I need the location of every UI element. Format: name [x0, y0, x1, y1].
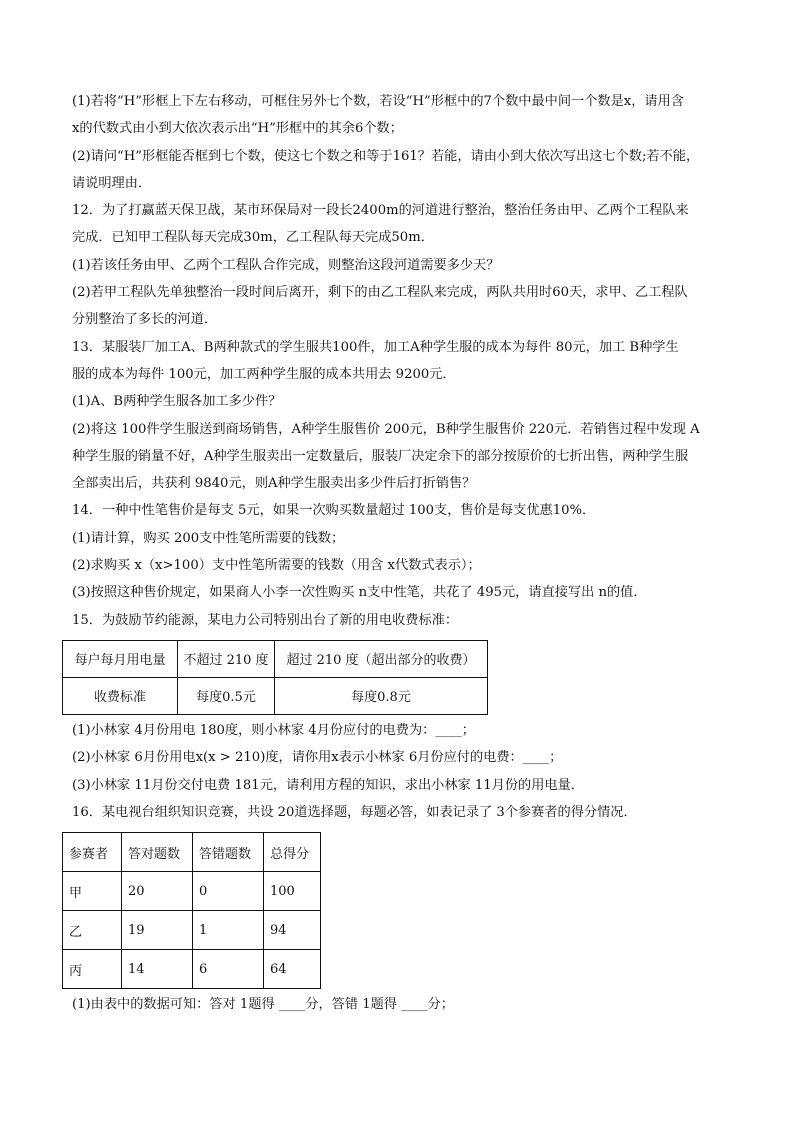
- table-cell: 每度0.5元: [178, 677, 275, 714]
- table-cell: 每户每月用电量: [63, 640, 178, 677]
- table-cell: 14: [122, 950, 193, 989]
- table-cell: 乙: [63, 911, 122, 950]
- text-line: 全部卖出后，共获利 9840元，则A种学生服卖出多少件后打折销售？: [72, 476, 476, 492]
- text-line: 请说明理由．: [72, 175, 152, 191]
- table-row: [63, 872, 321, 911]
- contest-score-table: [62, 832, 321, 989]
- table-header-cell: 答对题数: [122, 833, 193, 872]
- table-row: [63, 677, 488, 714]
- table-cell: 20: [122, 872, 193, 911]
- question-12-line: 12．为了打赢蓝天保卫战，某市环保局对一段长2400m的河道进行整治，整治任务由甲、乙两个工程队来: [72, 203, 689, 219]
- text-line: (2)求购买 x（x>100）支中性笔所需要的钱数（用含 x代数式表示）；: [72, 558, 481, 574]
- electricity-fee-table: [62, 640, 488, 715]
- table-header-cell: 参赛者: [63, 833, 122, 872]
- table-cell: 19: [122, 911, 193, 950]
- text-line: 完成．已知甲工程队每天完成30m，乙工程队每天完成50m．: [72, 230, 434, 246]
- text-line: 服的成本为每件 100元，加工两种学生服的成本共用去 9200元．: [72, 366, 456, 382]
- table-header-row: [63, 640, 488, 677]
- text-line: (3)小林家 11月份交付电费 181元，请利用方程的知识，求出小林家 11月份的用电量．: [72, 777, 584, 793]
- table-cell: 甲: [63, 872, 122, 911]
- text-line: 分别整治了多长的河道．: [72, 312, 218, 328]
- table-cell: 100: [264, 872, 321, 911]
- table-cell: 1: [193, 911, 264, 950]
- question-13-line: 13．某服装厂加工A、B两种款式的学生服共100件，加工A种学生服的成本为每件 80元，加工 B种学生: [72, 339, 679, 355]
- table-cell: 每度0.8元: [275, 677, 488, 714]
- table-cell: 超过 210 度（超出部分的收费）: [275, 640, 488, 677]
- text-line: (2)请问“H”形框能否框到七个数，使这七个数之和等于161？若能，请由小到大依次写出这七个数;若不能，: [72, 148, 700, 164]
- table-cell: 94: [264, 911, 321, 950]
- text-line: 种学生服的销量不好，A种学生服卖出一定数量后，服装厂决定余下的部分按原价的七折出售，两种学生服: [72, 448, 689, 464]
- table-header-cell: 答错题数: [193, 833, 264, 872]
- text-line: (1)请计算，购买 200支中性笔所需要的钱数；: [72, 530, 345, 546]
- table-cell: 收费标准: [63, 677, 178, 714]
- text-line: x的代数式由小到大依次表示出“H”形框中的其余6个数；: [72, 121, 403, 137]
- text-line: (3)按照这种售价规定，如果商人小李一次性购买 n支中性笔，共花了 495元，请直接写出 n的值．: [72, 585, 647, 601]
- text-line: (1)A、B两种学生服各加工多少件？: [72, 394, 282, 410]
- table-row: [63, 950, 321, 989]
- question-15-line: 15．为鼓励节约能源，某电力公司特别出台了新的用电收费标准：: [72, 612, 459, 628]
- text-line: (2)若甲工程队先单独整治一段时间后离开，剩下的由乙工程队来完成，两队共用时60天，求甲、乙工程队: [72, 285, 688, 301]
- table-cell: 64: [264, 950, 321, 989]
- text-line: (2)将这 100件学生服送到商场销售，A种学生服售价 200元，B种学生服售价 220元．若销售过程中发现 A: [72, 421, 700, 437]
- table-cell: 丙: [63, 950, 122, 989]
- text-line: (1)若该任务由甲、乙两个工程队合作完成，则整治这段河道需要多少天？: [72, 257, 500, 273]
- table-header-cell: 总得分: [264, 833, 321, 872]
- table-cell: 不超过 210 度: [178, 640, 275, 677]
- table-header-row: [63, 833, 321, 872]
- table-row: [63, 911, 321, 950]
- table-cell: 0: [193, 872, 264, 911]
- question-14-line: 14．一种中性笔售价是每支 5元，如果一次购买数量超过 100支，售价是每支优惠10%．: [72, 503, 596, 519]
- question-16-line: 16．某电视台组织知识竞赛，共设 20道选择题，每题必答，如表记录了 3个参赛者的得分情况．: [72, 804, 637, 820]
- table-cell: 6: [193, 950, 264, 989]
- text-line: (1)小林家 4月份用电 180度，则小林家 4月份应付的电费为：____；: [72, 722, 475, 738]
- worksheet-page: [69, 88, 730, 1018]
- text-line: (1)若将“H”形框上下左右移动，可框住另外七个数，若设“H”形框中的7个数中最中间一个数是x，请用含: [72, 94, 684, 109]
- text-line: (2)小林家 6月份用电x(x > 210)度，请你用x表示小林家 6月份应付的电费：____；: [72, 750, 563, 766]
- text-line: (1)由表中的数据可知：答对 1题得 ____分，答错 1题得 ____分；: [72, 997, 454, 1013]
